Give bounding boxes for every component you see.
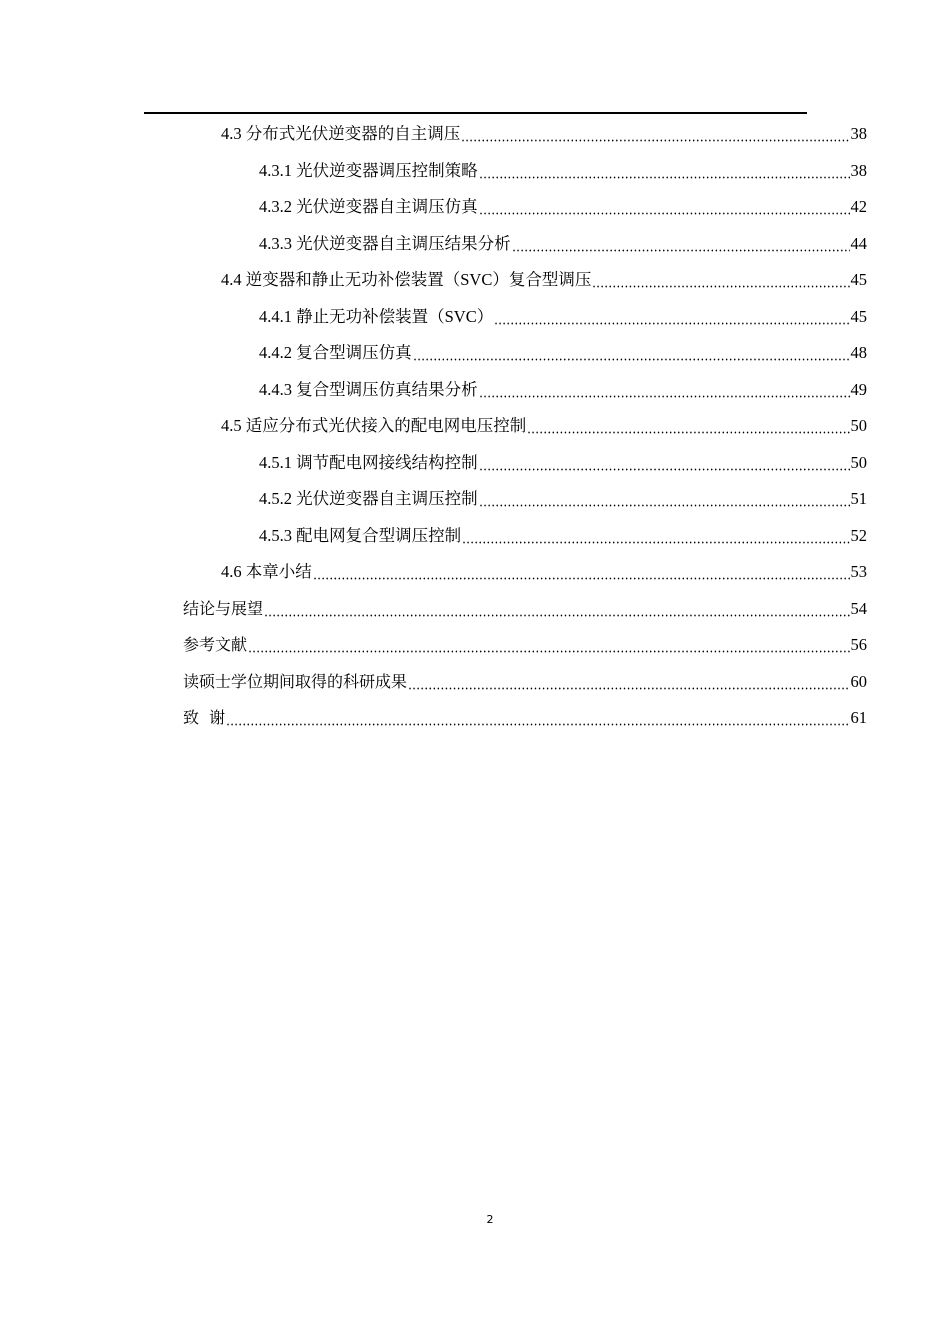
toc-entry-4-4-2[interactable] [259, 337, 867, 363]
header-rule [144, 112, 807, 114]
toc-entry-page: 42 [850, 197, 867, 216]
toc-entry-page: 53 [850, 562, 867, 581]
toc-entry-research-results[interactable] [183, 666, 867, 692]
toc-entry-title: 结论与展望 [183, 599, 264, 618]
toc-entry-title: 4.3.1 光伏逆变器调压控制策略 [259, 161, 478, 180]
toc-entry-4-3-2[interactable] [259, 191, 867, 217]
toc-entry-title: 4.4.3 复合型调压仿真结果分析 [259, 380, 478, 399]
toc-entry-4-3-1[interactable] [259, 155, 867, 181]
toc-entry-page: 49 [850, 380, 867, 399]
toc-leader-dots [592, 270, 849, 288]
toc-entry-page: 45 [850, 307, 867, 326]
toc-leader-dots [264, 599, 849, 617]
toc-entry-4-4-1[interactable] [259, 301, 867, 327]
toc-entry-title: 4.4 逆变器和静止无功补偿装置（SVC）复合型调压 [221, 270, 592, 289]
toc-entry-page: 50 [850, 453, 867, 472]
toc-entry-title: 4.5.1 调节配电网接线结构控制 [259, 453, 478, 472]
toc-entry-page: 54 [850, 599, 867, 618]
toc-entry-4-3-3[interactable] [259, 228, 867, 254]
toc-entry-title: 4.6 本章小结 [221, 562, 312, 581]
toc-entry-4-5-1[interactable] [259, 447, 867, 473]
toc-entry-title: 4.4.2 复合型调压仿真 [259, 343, 412, 362]
toc-entry-page: 38 [850, 124, 867, 143]
toc-entry-title: 4.5 适应分布式光伏接入的配电网电压控制 [221, 416, 527, 435]
toc-entry-4-4[interactable] [221, 264, 867, 290]
toc-entry-title: 4.3 分布式光伏逆变器的自主调压 [221, 124, 461, 143]
toc-entry-page: 60 [850, 672, 867, 691]
toc-entry-4-5-3[interactable] [259, 520, 867, 546]
toc-leader-dots [527, 416, 849, 434]
toc-entry-acknowledgements[interactable] [183, 702, 867, 728]
toc-leader-dots [313, 562, 850, 580]
toc-entry-page: 45 [850, 270, 867, 289]
toc-entry-page: 56 [850, 635, 867, 654]
toc-entry-4-3[interactable] [221, 118, 867, 144]
toc-entry-page: 61 [850, 708, 867, 727]
toc-leader-dots [462, 526, 849, 544]
toc-entry-conclusion[interactable] [183, 593, 867, 619]
page-number: 2 [486, 1213, 494, 1226]
toc-entry-4-4-3[interactable] [259, 374, 867, 400]
toc-entry-title: 4.3.2 光伏逆变器自主调压仿真 [259, 197, 478, 216]
toc-entry-title: 4.4.1 静止无功补偿装置（SVC） [259, 307, 494, 326]
toc-leader-dots [479, 380, 850, 398]
toc-entry-4-5-2[interactable] [259, 483, 867, 509]
toc-entry-title: 参考文献 [183, 635, 248, 654]
toc-entry-title: 4.3.3 光伏逆变器自主调压结果分析 [259, 234, 511, 253]
toc-leader-dots [408, 672, 849, 690]
toc-entry-title: 4.5.2 光伏逆变器自主调压控制 [259, 489, 478, 508]
toc-leader-dots [512, 234, 850, 252]
toc-entry-page: 51 [850, 489, 867, 508]
toc-entry-4-5[interactable] [221, 410, 867, 436]
toc-leader-dots [248, 635, 849, 653]
toc-entry-title: 读硕士学位期间取得的科研成果 [183, 672, 408, 691]
toc-entry-title: 4.5.3 配电网复合型调压控制 [259, 526, 462, 545]
toc-entry-4-6[interactable] [221, 556, 867, 582]
toc-entry-references[interactable] [183, 629, 867, 655]
toc-entry-title: 致 谢 [183, 708, 226, 727]
toc-leader-dots [226, 708, 849, 726]
toc-entry-page: 52 [850, 526, 867, 545]
toc-leader-dots [479, 197, 850, 215]
toc-entry-page: 38 [850, 161, 867, 180]
toc-entry-page: 48 [850, 343, 867, 362]
toc-leader-dots [494, 307, 849, 325]
toc-leader-dots [479, 161, 850, 179]
toc-leader-dots [479, 489, 850, 507]
toc-entry-page: 50 [850, 416, 867, 435]
toc-leader-dots [479, 453, 850, 471]
toc-entry-page: 44 [850, 234, 867, 253]
toc-leader-dots [413, 343, 850, 361]
toc-leader-dots [461, 124, 849, 142]
